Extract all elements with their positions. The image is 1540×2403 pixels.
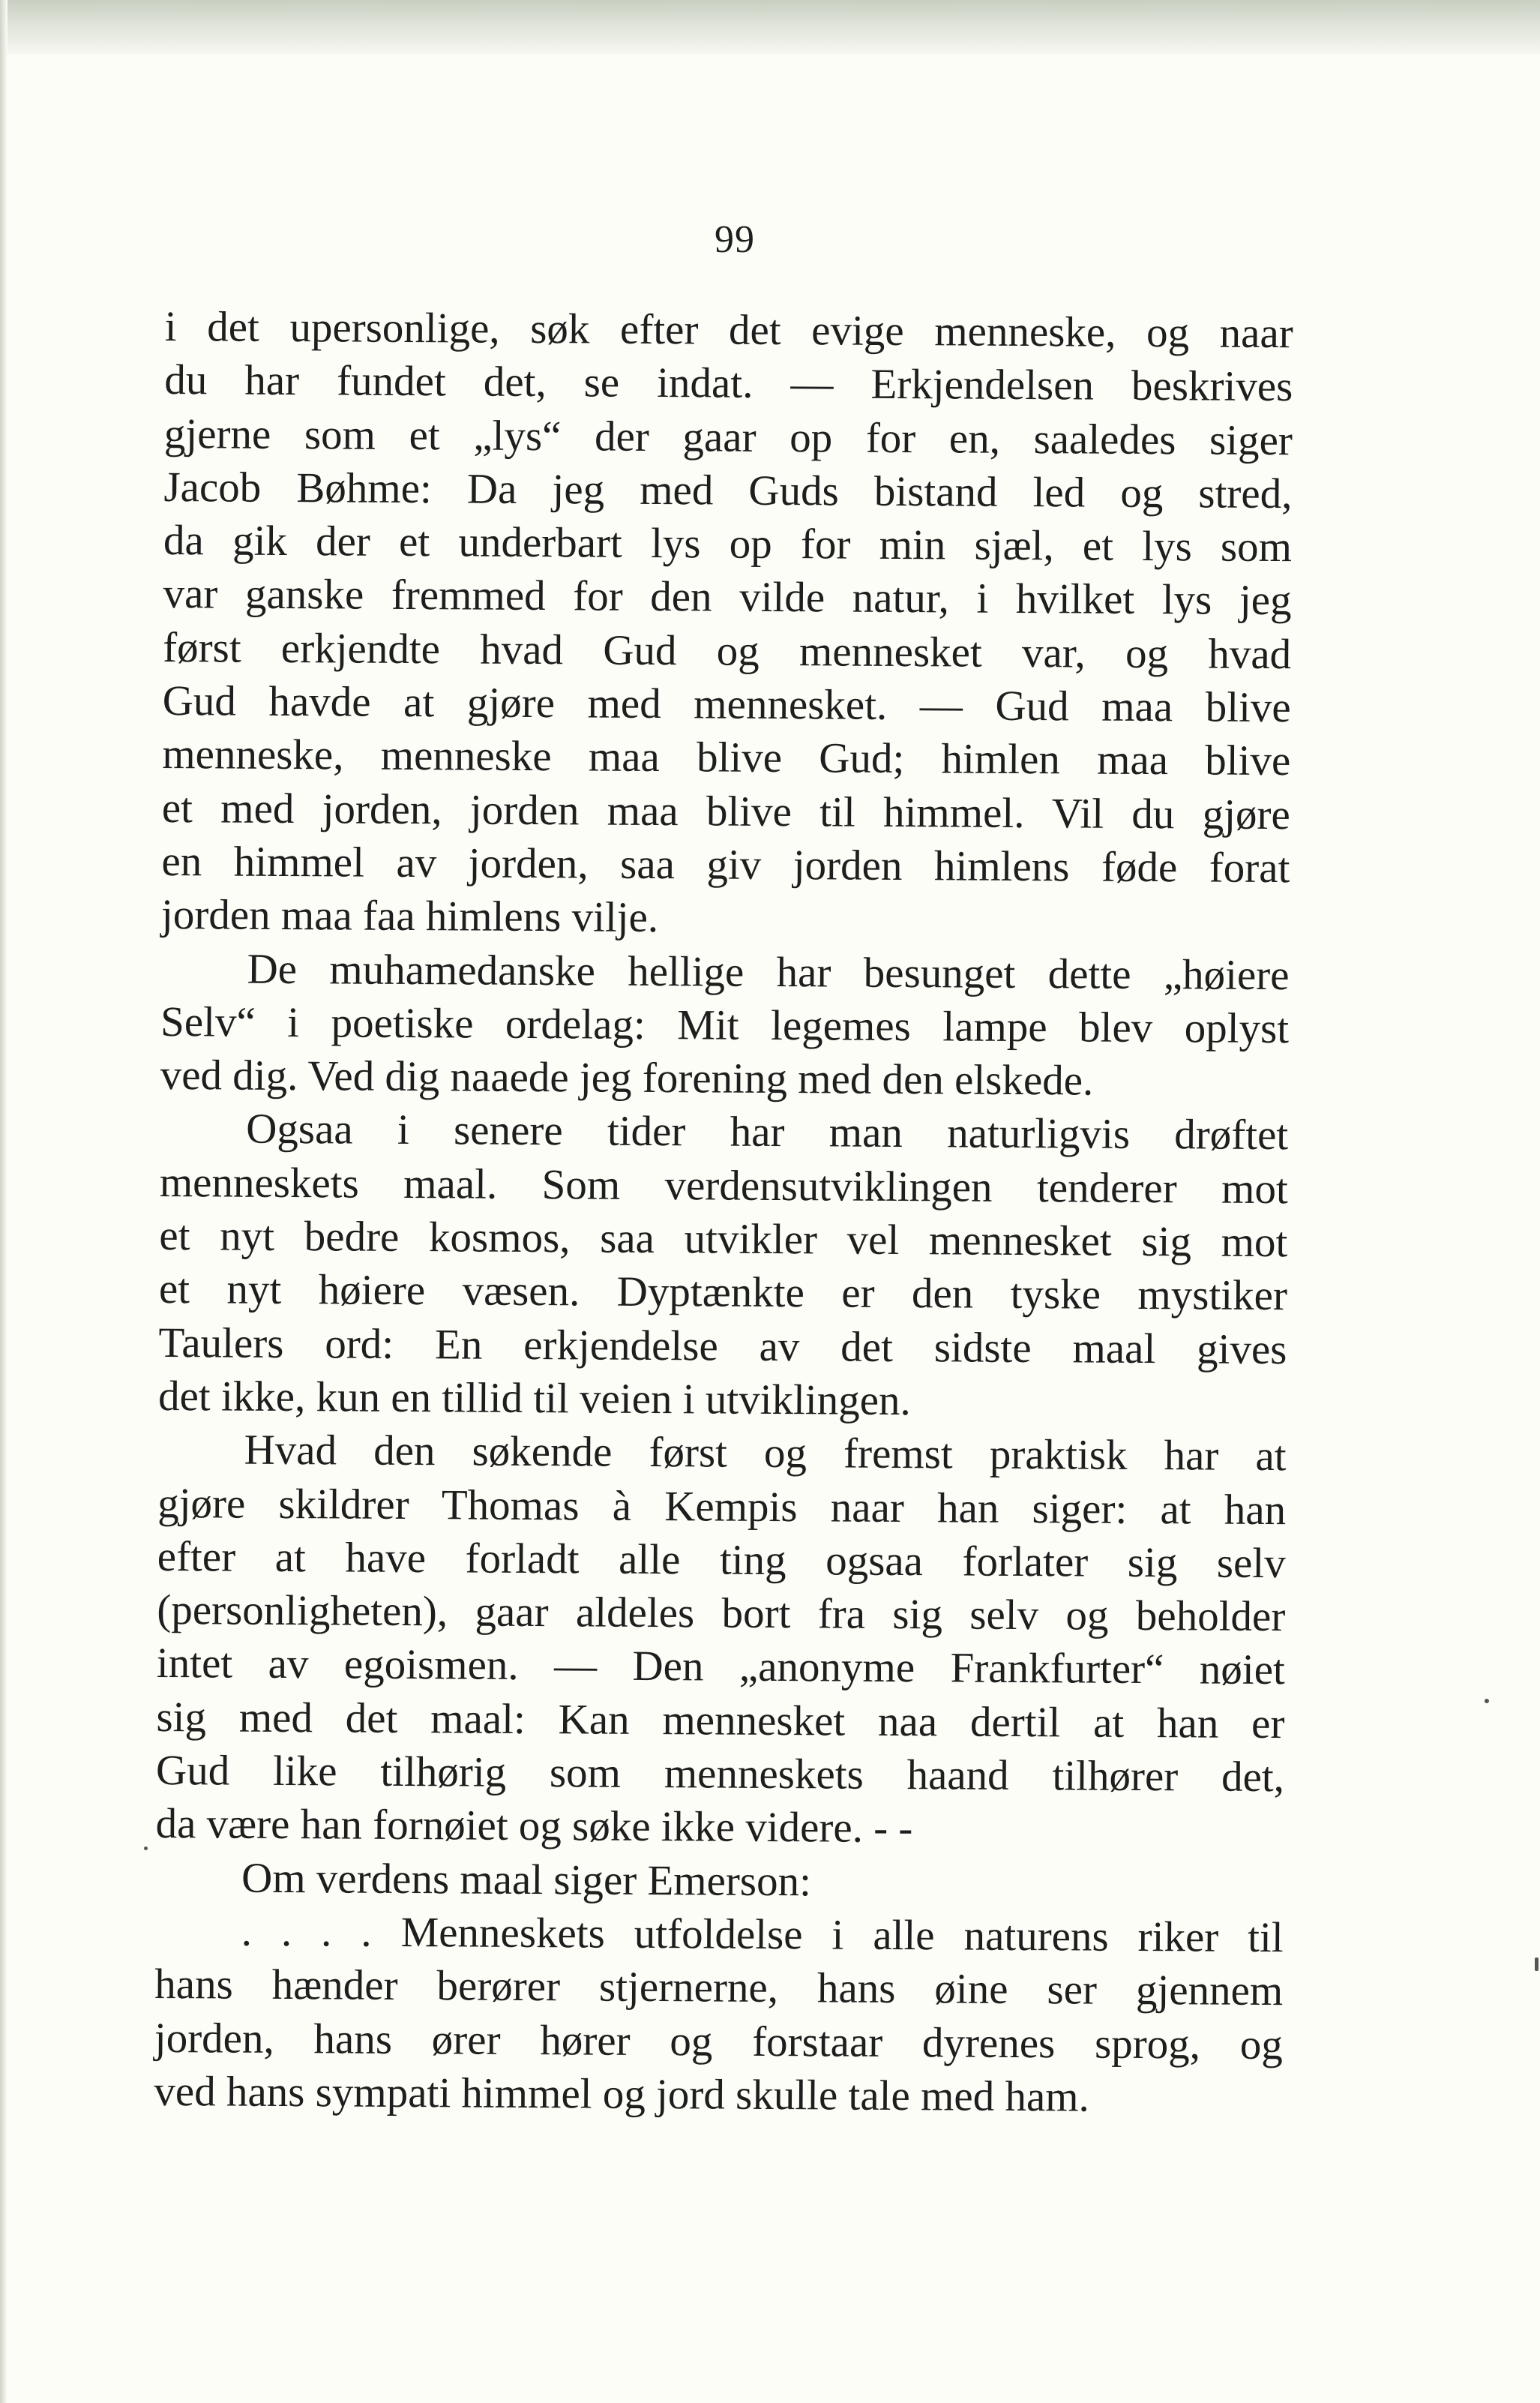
text-line: Taulers ord: En erkjendelse av det sidste maal gives	[158, 1318, 1287, 1373]
paper-speck	[1535, 1958, 1539, 1971]
paragraph	[158, 1102, 1289, 1430]
text-line: da gik der et underbart lys op for min sjæl, et lys som	[163, 517, 1293, 572]
text-line: jorden, hans ører hører og forstaar dyrenes sprog, og	[154, 2014, 1284, 2068]
text-line: du har fundet det, se indat. — Erkjendelsen beskrives	[164, 356, 1293, 411]
paper-speck	[1485, 1699, 1489, 1703]
text-line: i det upersonlige, søk efter det evige menneske, og naar	[164, 302, 1293, 358]
paragraph	[154, 1904, 1284, 2125]
text-line: efter at have forladt alle ting ogsaa forlater sig selv	[157, 1532, 1286, 1587]
scan-left-edge	[0, 0, 7, 2403]
paper-speck	[144, 1846, 148, 1850]
text-line: (personligheten), gaar aldeles bort fra sig selv og beholder	[157, 1586, 1286, 1641]
text-line: Selv“ i poetiske ordelag: Mit legemes lampe blev oplyst	[160, 998, 1290, 1053]
paragraph	[155, 1423, 1286, 1858]
text-line: Hvad den søkende først og fremst praktisk har at	[244, 1426, 1287, 1480]
text-line: gjøre skildrer Thomas à Kempis naar han siger: at han	[157, 1479, 1287, 1534]
scan-top-edge	[0, 0, 1540, 54]
text-line: jorden maa faa himlens vilje.	[160, 891, 659, 942]
text-line: først erkjendte hvad Gud og mennesket var, og hvad	[162, 623, 1292, 678]
text-line: var ganske fremmed for den vilde natur, i hvilket lys jeg	[163, 570, 1292, 625]
text-line: menneskets maal. Som verdensutviklingen tenderer mot	[159, 1158, 1288, 1213]
text-line: Ogsaa i senere tider har man naturligvis drøftet	[246, 1106, 1289, 1160]
body-text	[154, 300, 1293, 2125]
text-line: sig med det maal: Kan mennesket naa dertil at han er	[156, 1693, 1285, 1748]
text-line: et nyt bedre kosmos, saa utvikler vel mennesket sig mot	[159, 1212, 1288, 1267]
text-line: Jacob Bøhme: Da jeg med Guds bistand led og stred,	[163, 463, 1293, 518]
text-line: Om verdens maal siger Emerson:	[241, 1854, 812, 1905]
text-line: gjerne som et „lys“ der gaar op for en, saaledes siger	[163, 410, 1293, 464]
text-line: et med jorden, jorden maa blive til himmel. Vil du gjøre	[161, 784, 1291, 838]
paragraph	[160, 942, 1289, 1109]
text-line: et nyt høiere væsen. Dyptænkte er den tyske mystiker	[158, 1265, 1288, 1320]
text-line: . . . . Menneskets utfoldelse i alle naturens riker til	[241, 1907, 1284, 1962]
text-line: en himmel av jorden, saa giv jorden himlens føde forat	[161, 837, 1290, 892]
text-line: De muhamedanske hellige har besunget dette „høiere	[247, 945, 1290, 999]
text-line: ved dig. Ved dig naaede jeg forening med den elskede.	[160, 1052, 1094, 1105]
text-line: ved hans sympati himmel og jord skulle tale med ham.	[154, 2067, 1090, 2121]
text-line: menneske, menneske maa blive Gud; himlen maa blive	[162, 730, 1291, 785]
text-line: Gud havde at gjøre med mennesket. — Gud maa blive	[162, 677, 1291, 732]
page-number: 99	[715, 218, 755, 261]
text-line: Gud like tilhørig som menneskets haand tilhører det,	[155, 1746, 1285, 1802]
text-line: det ikke, kun en tillid til veien i utviklingen.	[157, 1372, 911, 1425]
text-line: intet av egoismen. — Den „anonyme Frankfurter“ nøiet	[156, 1640, 1286, 1694]
text-line: hans hænder berører stjernerne, hans øine ser gjennem	[154, 1960, 1284, 2015]
paragraph	[161, 300, 1293, 949]
paragraph	[155, 1851, 1284, 1911]
text-line: da være han fornøiet og søke ikke videre. - -	[155, 1800, 913, 1852]
